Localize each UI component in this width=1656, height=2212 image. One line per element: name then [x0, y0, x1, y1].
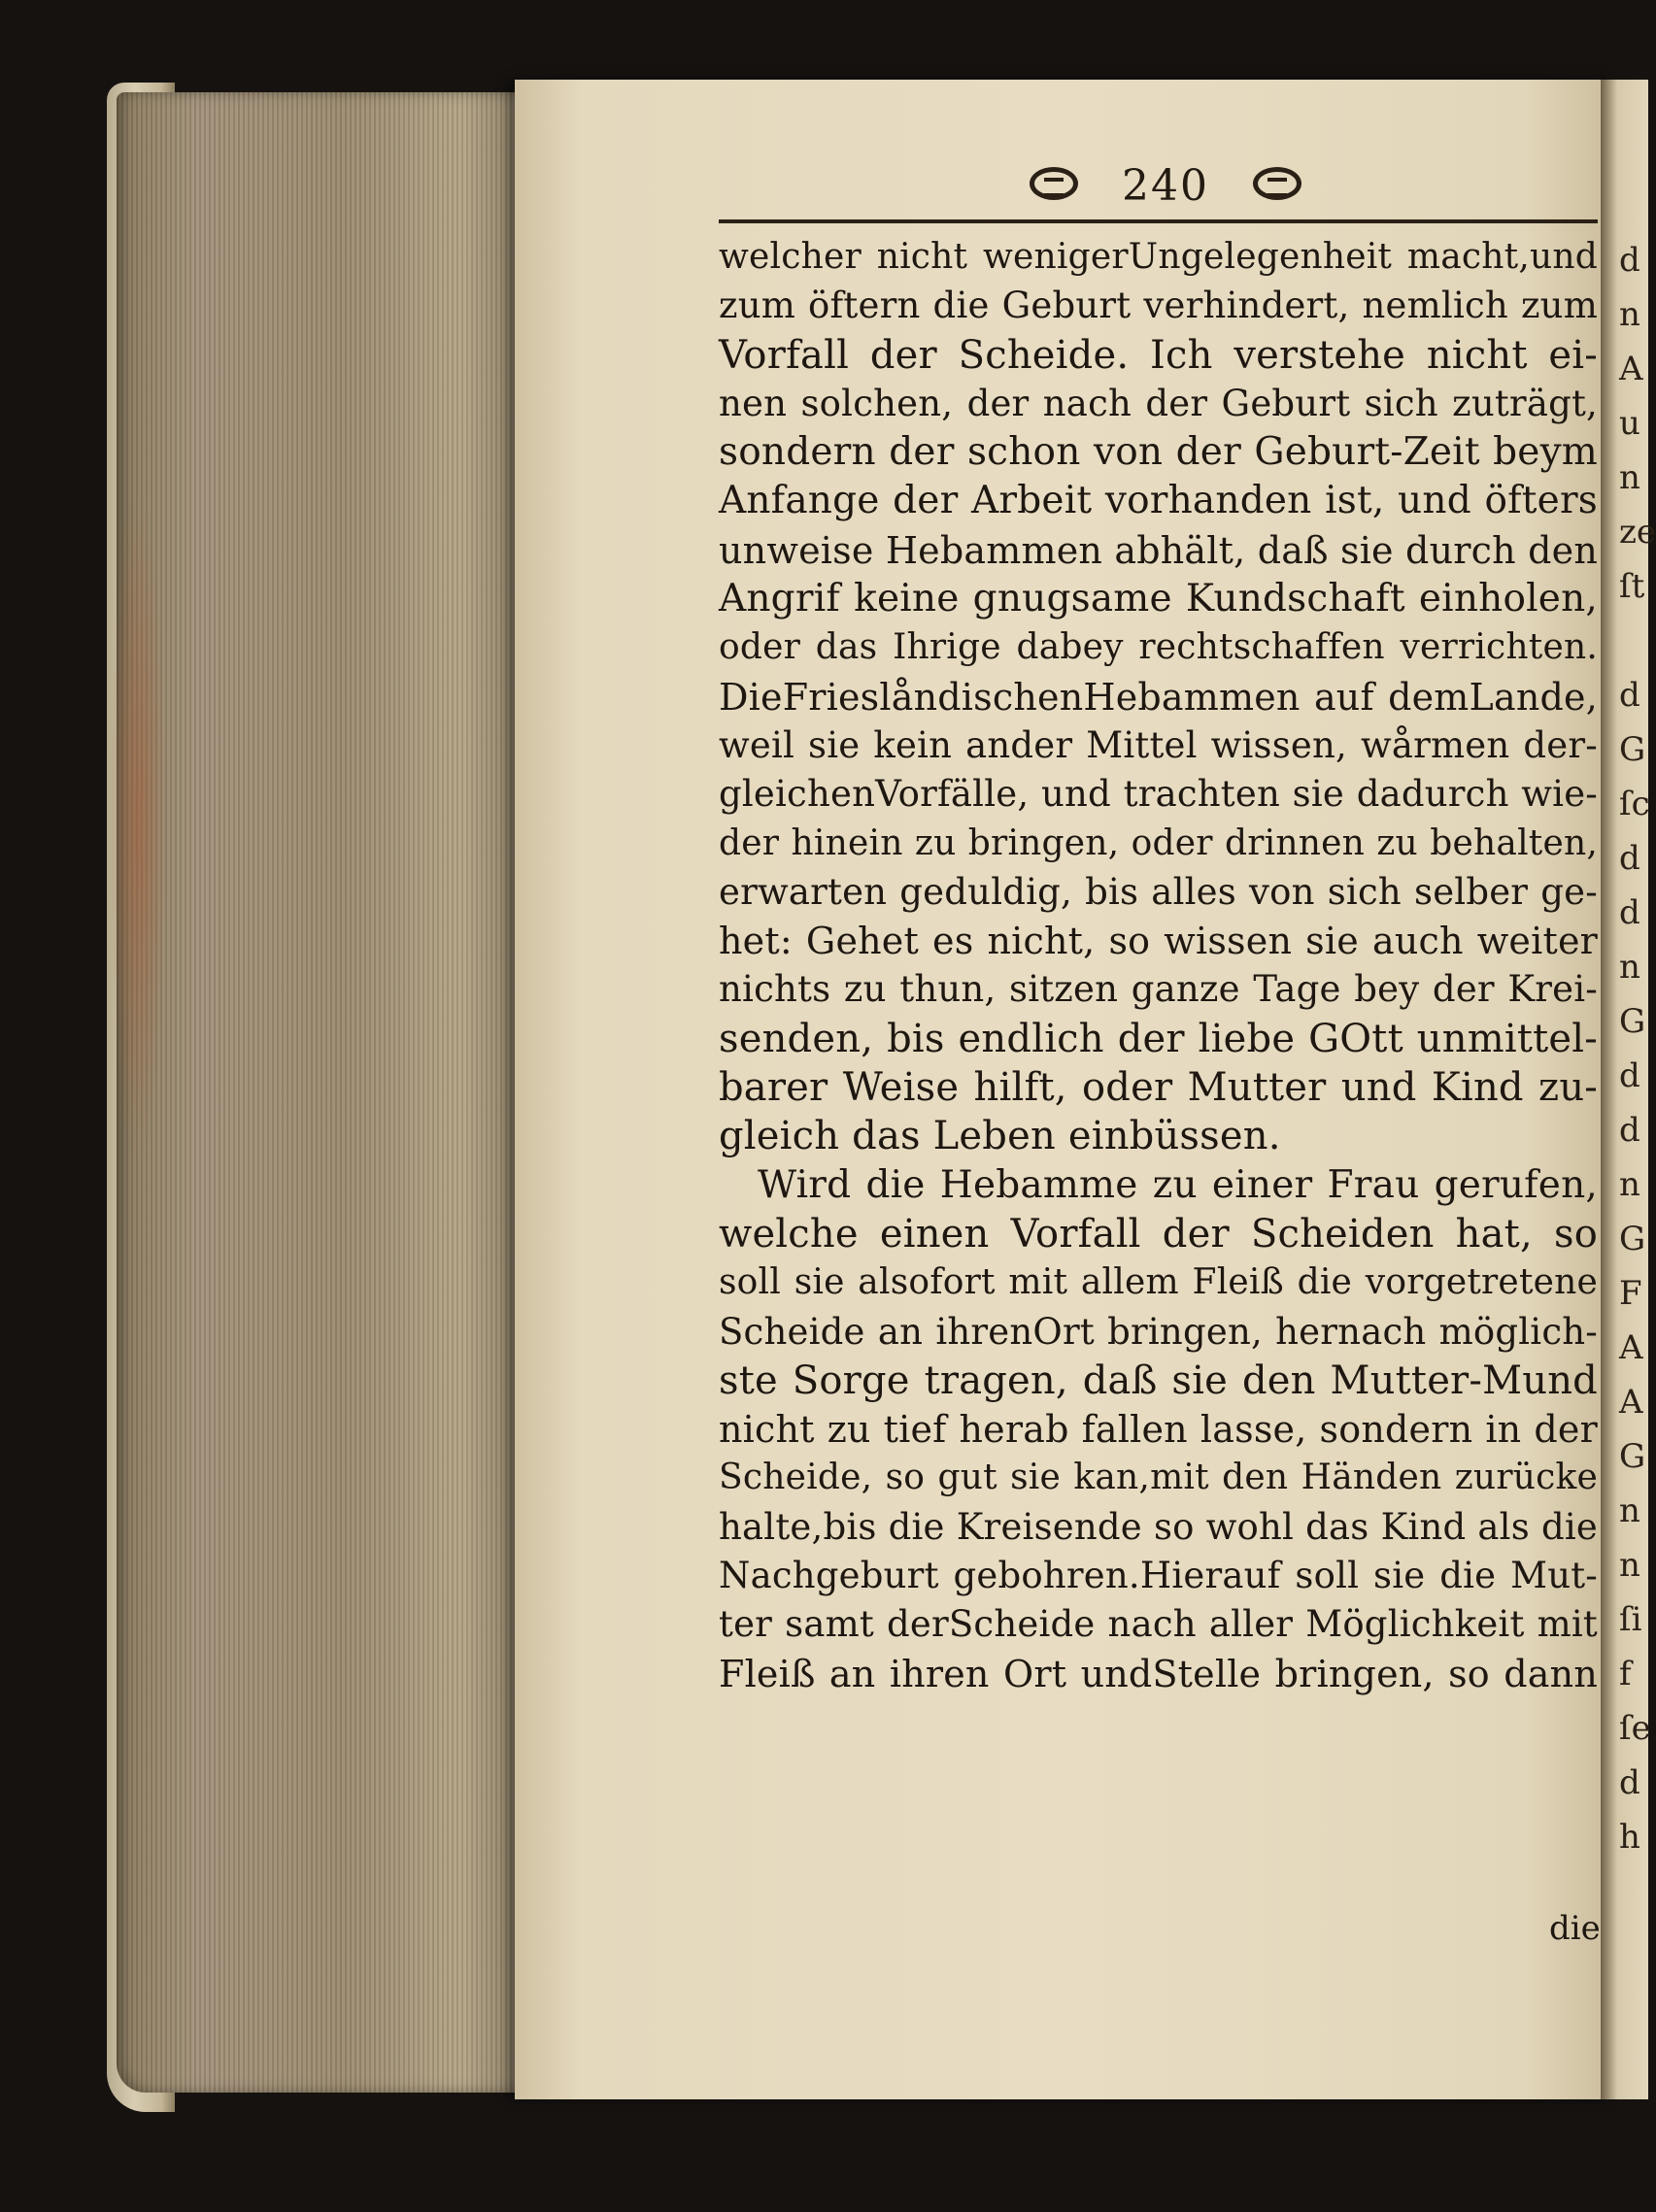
edge-stain — [109, 486, 167, 1165]
text-line: Anfange der Arbeit vorhanden ist, und öfters — [719, 479, 1598, 523]
text-line: unweise Hebammen abhält, daß sie durch den — [719, 528, 1598, 572]
text-line: soll sie alsofort mit allem Fleiß die vorgetretene — [719, 1262, 1598, 1303]
text-line: Scheide an ihrenOrt bringen, hernach möglich- — [719, 1310, 1598, 1353]
text-line: nichts zu thun, sitzen ganze Tage bey der Krei- — [719, 968, 1598, 1011]
text-line: DieFrieslåndischenHebammen auf demLande, — [719, 675, 1598, 719]
text-line: gleichenVorfälle, und trachten sie dadurch wie- — [719, 773, 1598, 816]
text-line: senden, bis endlich der liebe GOtt unmittel- — [719, 1016, 1598, 1061]
text-line: Fleiß an ihren Ort undStelle bringen, so dann — [719, 1652, 1598, 1695]
text-line: oder das Ihrige dabey rechtschaffen verrichten. — [719, 627, 1598, 668]
text-line: sondern der schon von der Geburt-Zeit beym — [719, 430, 1598, 475]
text-line: Wird die Hebamme zu einer Frau gerufen, — [758, 1162, 1598, 1207]
next-page-edge-text: d n A u n ze ſt d G ſc d d n G d d n G F A A G n n ſi f ſe d h — [1619, 241, 1656, 1857]
text-line: Angrif keine gnugsame Kundschaft einholen, — [719, 577, 1598, 621]
page-number: 240 — [1122, 161, 1209, 211]
text-line: Vorfall der Scheide. Ich verstehe nicht ei- — [719, 332, 1598, 378]
text-line: Scheide, so gut sie kan,mit den Händen zurücke — [719, 1458, 1598, 1498]
page-body — [719, 233, 1598, 1698]
text-line: Nachgeburt gebohren.Hierauf soll sie die Mut- — [719, 1555, 1598, 1597]
text-line: nen solchen, der nach der Geburt sich zuträgt, — [719, 382, 1598, 424]
text-line: zum öftern die Geburt verhindert, nemlich zum — [719, 285, 1598, 327]
header-ornament-right-icon — [1253, 167, 1301, 200]
text-line: het: Gehet es nicht, so wissen sie auch weiter — [719, 920, 1598, 963]
text-line: halte,bis die Kreisende so wohl das Kind als die — [719, 1505, 1598, 1548]
text-line: gleich das Leben einbüssen. — [719, 1114, 1281, 1159]
text-line: welche einen Vorfall der Scheiden hat, so — [719, 1211, 1598, 1257]
text-line: nicht zu tief herab fallen lasse, sondern in der — [719, 1408, 1598, 1452]
header-rule — [719, 219, 1598, 223]
text-line: barer Weise hilft, oder Mutter und Kind zu- — [719, 1065, 1598, 1111]
catchword: die — [1549, 1909, 1601, 1948]
text-line: welcher nicht wenigerUngelegenheit macht,und — [719, 237, 1598, 277]
text-line: ste Sorge tragen, daß sie den Mutter-Mund — [719, 1357, 1598, 1403]
header-ornament-left-icon — [1030, 167, 1078, 200]
text-line: weil sie kein ander Mittel wissen, wårmen der- — [719, 723, 1598, 766]
text-line: erwarten geduldig, bis alles von sich selber ge- — [719, 870, 1598, 913]
text-line: der hinein zu bringen, oder drinnen zu behalten, — [719, 822, 1598, 863]
page-edges — [117, 92, 524, 2093]
text-line: ter samt derScheide nach aller Möglichkeit mit — [719, 1603, 1598, 1646]
